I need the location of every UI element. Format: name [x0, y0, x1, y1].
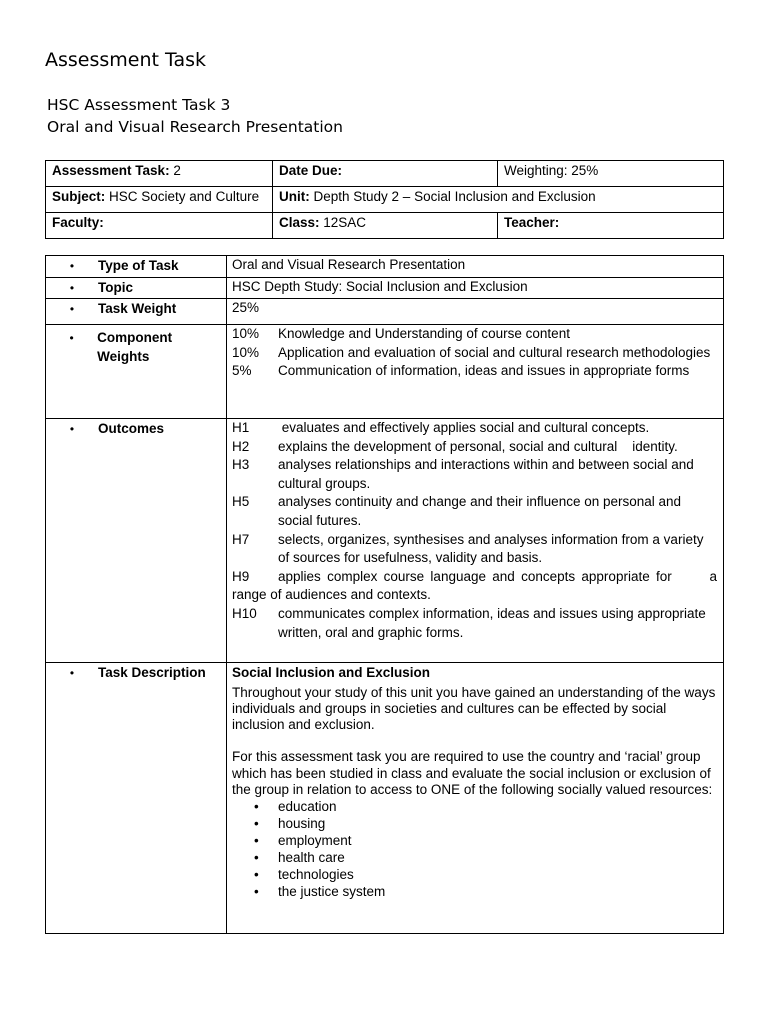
weighting-value: Weighting: 25% — [504, 163, 599, 178]
description-label-cell — [46, 663, 227, 934]
outcome-item — [232, 419, 717, 438]
outcome-item — [232, 493, 717, 530]
outcome-item — [232, 605, 717, 642]
subject-cell — [46, 187, 273, 213]
resource-item: • employment — [254, 832, 717, 849]
unit-label: Unit: — [279, 189, 310, 204]
info-row-3 — [46, 213, 724, 239]
task-number-heading: HSC Assessment Task 3 — [47, 96, 231, 114]
type-value-cell — [227, 256, 724, 278]
bullet-icon: • — [69, 666, 75, 680]
date-due-cell — [273, 161, 498, 187]
outcome-item — [232, 568, 721, 605]
type-label-cell — [46, 256, 227, 278]
topic-label: Topic — [98, 280, 133, 295]
outcomes-row — [46, 419, 724, 663]
component-text: Communication of information, ideas and issues in appropriate forms — [278, 363, 690, 379]
weight-value: 25% — [232, 300, 260, 315]
type-value: Oral and Visual Research Presentation — [232, 257, 466, 272]
task-name-heading: Oral and Visual Research Presentation — [47, 118, 343, 136]
description-label: Task Description — [98, 665, 206, 680]
resource-item: • technologies — [254, 866, 717, 883]
class-cell — [273, 213, 498, 239]
component-label-cell — [46, 325, 227, 419]
bullet-icon: • — [69, 331, 74, 345]
outcome-code: H5 — [232, 494, 250, 510]
component-percent: 10% — [232, 344, 260, 360]
weight-row — [46, 299, 724, 325]
outcome-code: H2 — [232, 438, 250, 454]
component-item — [232, 362, 717, 381]
topic-value: HSC Depth Study: Social Inclusion and Exclusion — [232, 279, 528, 294]
topic-value-cell — [227, 278, 724, 299]
description-heading: Social Inclusion and Exclusion — [232, 665, 431, 680]
info-table — [45, 160, 724, 239]
outcome-text: selects, organizes, synthesises and analyses information from a variety of sources for usefulness, validity and basis. — [278, 531, 704, 566]
class-label: Class: — [279, 215, 320, 230]
outcome-item — [232, 531, 717, 568]
outcome-text: communicates complex information, ideas and issues using appropriate written, oral and graphic forms. — [278, 605, 706, 640]
description-row — [46, 663, 724, 934]
resource-item: • education — [254, 798, 717, 815]
bullet-icon: • — [69, 422, 75, 436]
component-label: Component Weights — [97, 330, 173, 364]
teacher-label: Teacher: — [504, 215, 560, 230]
outcome-code: H3 — [232, 457, 250, 473]
outcome-item — [232, 438, 717, 457]
teacher-cell — [498, 213, 724, 239]
topic-row — [46, 278, 724, 299]
component-item — [232, 344, 717, 363]
outcome-code: H7 — [232, 531, 250, 547]
resource-item: • housing — [254, 815, 717, 832]
document-title: Assessment Task — [45, 49, 207, 71]
date-due-label: Date Due: — [279, 163, 343, 178]
class-value: 12SAC — [319, 215, 367, 230]
outcome-code: H9 — [232, 568, 250, 584]
task-details-table — [45, 255, 724, 934]
unit-cell — [273, 187, 724, 213]
description-paragraph: For this assessment task you are required to use the country and ‘racial’ group which has been studied in class and evaluate the social inclusion or exclusion of the group in relation to access to ONE of the following socially valued resources: — [232, 749, 713, 798]
outcomes-value-cell — [227, 419, 724, 663]
component-value-cell — [227, 325, 724, 419]
weighting-cell — [498, 161, 724, 187]
outcome-text: analyses relationships and interactions within and between social and cultural groups. — [278, 457, 694, 491]
outcome-code: H10 — [232, 605, 257, 621]
component-row — [46, 325, 724, 419]
subject-label: Subject: — [52, 189, 106, 204]
resource-item: • the justice system — [254, 883, 717, 900]
component-percent: 10% — [232, 326, 260, 341]
type-row — [46, 256, 724, 278]
outcome-text: applies complex course language and concepts appropriate for a range of audiences and contexts. — [232, 568, 721, 603]
faculty-label: Faculty: — [52, 215, 104, 230]
bullet-icon: • — [69, 281, 75, 295]
weight-value-cell — [227, 299, 724, 325]
faculty-cell — [46, 213, 273, 239]
assessment-task-value: 2 — [169, 163, 181, 178]
info-row-1 — [46, 161, 724, 187]
bullet-icon: • — [69, 302, 75, 316]
component-item — [232, 325, 717, 344]
bullet-icon: • — [69, 259, 75, 273]
description-value-cell — [227, 663, 724, 934]
outcomes-label: Outcomes — [98, 421, 165, 436]
outcome-text: analyses continuity and change and their influence on personal and social futures. — [278, 494, 682, 528]
subject-value: HSC Society and Culture — [105, 189, 260, 204]
assessment-task-label: Assessment Task: — [52, 163, 170, 178]
topic-label-cell — [46, 278, 227, 299]
weight-label-cell — [46, 299, 227, 325]
type-label: Type of Task — [98, 258, 179, 273]
outcome-code: H1 — [232, 420, 250, 435]
resource-item: • health care — [254, 849, 717, 866]
outcome-text: evaluates and effectively applies social and cultural concepts. — [278, 420, 650, 435]
component-text: Knowledge and Understanding of course content — [278, 326, 570, 341]
outcomes-label-cell — [46, 419, 227, 663]
unit-value: Depth Study 2 – Social Inclusion and Exclusion — [309, 189, 596, 204]
component-text: Application and evaluation of social and cultural research methodologies — [278, 344, 711, 360]
outcome-item — [232, 456, 717, 493]
info-row-2 — [46, 187, 724, 213]
resources-list — [232, 798, 717, 900]
description-paragraph: Throughout your study of this unit you have gained an understanding of the ways individuals and groups in societies and cultures can be effected by social inclusion and exclusion. — [232, 684, 716, 733]
outcome-text: explains the development of personal, social and cultural identity. — [278, 438, 678, 454]
component-percent: 5% — [232, 363, 252, 379]
assessment-task-cell — [46, 161, 273, 187]
weight-label: Task Weight — [98, 301, 177, 316]
